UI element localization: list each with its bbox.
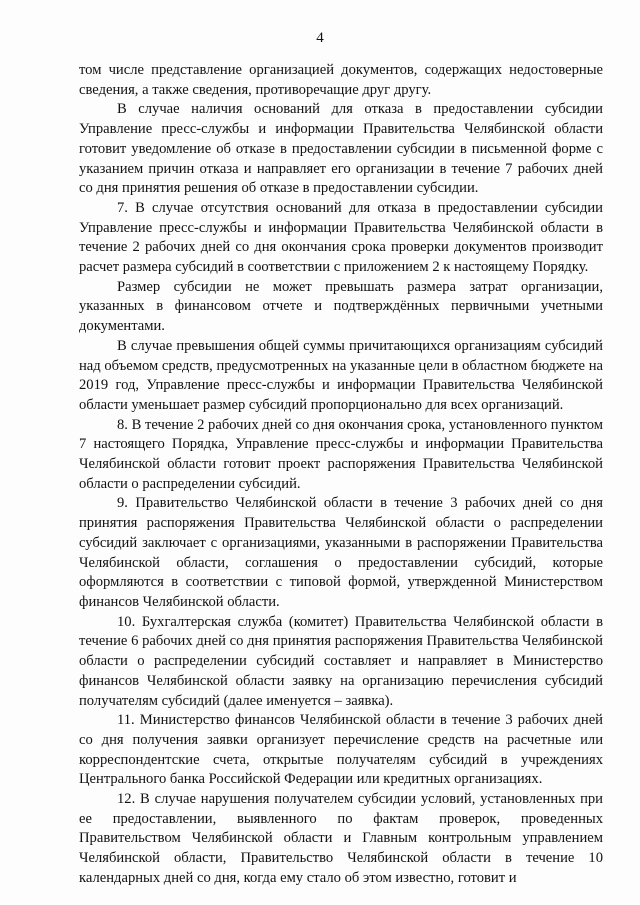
paragraph: 11. Министерство финансов Челябинской области в течение 3 рабочих дней со дня получения заявки организует перечисление средств на расчетные или корреспондентские счета, открытые получателям субсидий в учреждениях Центрального банка Российской Федерации или кредитных организациях. — [79, 712, 603, 788]
paragraph: В случае превышения общей суммы причитающихся организациям субсидий над объемом средств, предусмотренных на указанные цели в областном бюджете на 2019 год, Управление пресс-службы и информации Правительства Челябинской области уменьшает размер субсидий пропорционально для всех организаций. — [79, 337, 603, 413]
paragraph: 12. В случае нарушения получателем субсидии условий, установленных при ее предоставлении, выявленного по фактам проверок, проведенных Правительством Челябинской области и Главным контрольным управлением Челябинской области, Правительство Челябинской области в течение 10 календарных дней со дня, когда ему стало об этом известно, готовит и — [79, 791, 603, 886]
page-number: 4 — [316, 30, 324, 46]
paragraph: 8. В течение 2 рабочих дней со дня окончания срока, установленного пунктом 7 настоящего Порядка, Управление пресс-службы и информации Правительства Челябинской области готовит проект распоряжения Правительства Челябинской области о распределении субсидий. — [79, 416, 603, 492]
paragraph: В случае наличия оснований для отказа в предоставлении субсидии Управление пресс-службы и информации Правительства Челябинской области готовит уведомление об отказе в предоставлении субсидии в письменной форме с указанием причин отказа и направляет его организации в течение 7 рабочих дней со дня принятия решения об отказе в предоставлении субсидии. — [79, 101, 603, 197]
paragraph: том числе представление организацией документов, содержащих недостоверные сведения, а также сведения, противоречащие друг другу. — [79, 62, 603, 98]
paragraph: 10. Бухгалтерская служба (комитет) Правительства Челябинской области в течение 6 рабочих дней со дня принятия распоряжения Правительства Челябинской области о распределении субсидий составляет и направляет в Министерство финансов Челябинской области заявку на организацию перечисления субсидий получателям субсидий (далее именуется – заявка). — [79, 613, 603, 709]
paragraph: 7. В случае отсутствия оснований для отказа в предоставлении субсидии Управление пресс-службы и информации Правительства Челябинской области в течение 2 рабочих дней со дня окончания срока проверки документов производит расчет размера субсидий в соответствии с приложением 2 к настоящему Порядку. — [79, 199, 603, 276]
paragraph: Размер субсидии не может превышать размера затрат организации, указанных в финансовом отчете и подтверждённых первичными учетными документами. — [79, 278, 603, 335]
document-body — [79, 61, 603, 889]
paragraph: 9. Правительство Челябинской области в течение 3 рабочих дней со дня принятия распоряжения Правительства Челябинской области о распределении субсидий заключает с организациями, указанными в распоряжении Правительства Челябинской области, соглашения о предоставлении субсидий, которые оформляются в соответствии с типовой формой, утвержденной Министерством финансов Челябинской области. — [79, 495, 603, 610]
